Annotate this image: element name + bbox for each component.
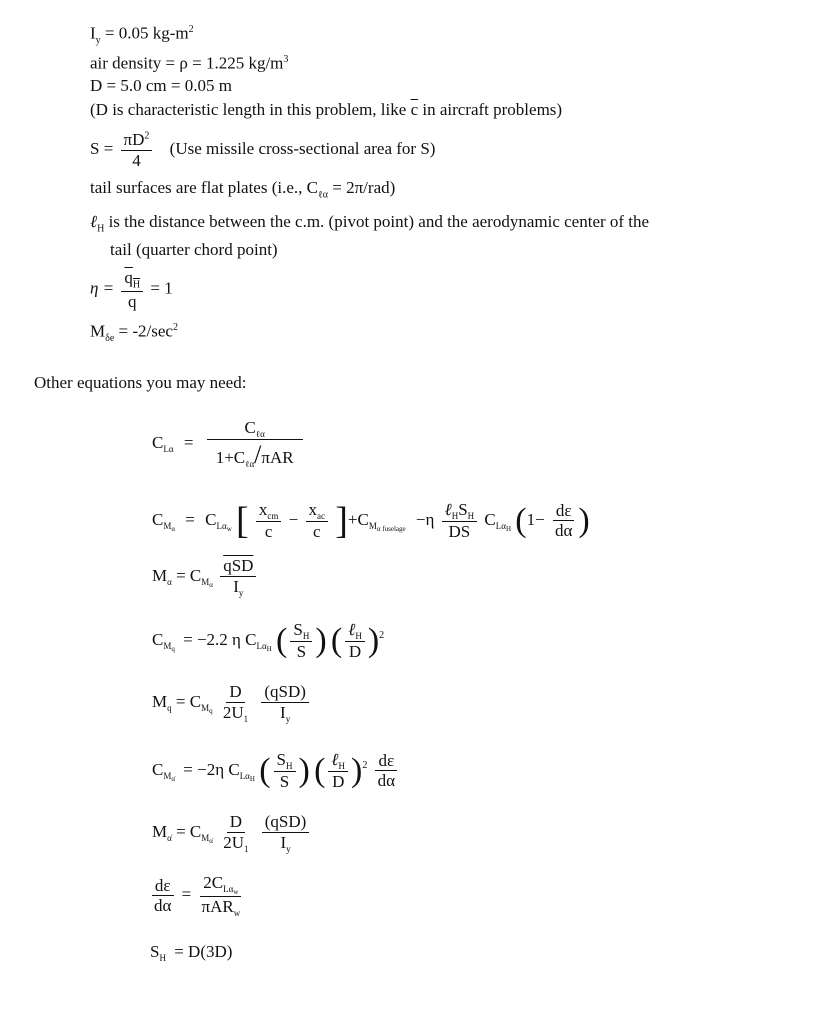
- section-heading: Other equations you may need:: [34, 373, 247, 392]
- given-lh-def-cont: tail (quarter chord point): [110, 240, 278, 259]
- given-iy: $I_y = 0.05$ $kg-m^2$: [90, 23, 194, 47]
- given-eta: η = $\frac{q_H}{q}$ = 1: [90, 268, 173, 311]
- given-s-formula: S = $\frac{\pi D^2}{4}$ (Use missile cross-sectional area for S): [90, 130, 436, 170]
- given-d-value: D = 5.0 cm = 0.05 m: [90, 76, 232, 95]
- given-tail-surfaces: tail surfaces are flat plates (i.e., $C_{\ell\alpha} = 2\pi/rad$): [90, 178, 396, 201]
- equation-tail-area: $S_H = D(3D)$: [150, 942, 233, 963]
- given-air-density: air density = ρ = 1.225 $kg/m^3$: [90, 53, 289, 73]
- equation-cm-q: $C_{Mq} = -2.2$ η $C_{L\alpha H}$ ( $\frac{S_H}{S}$ ) ( $\frac{\ell_H}{D}$ )$^2$: [152, 620, 385, 662]
- equation-cl-alpha: $C_{L\alpha}$ = $\frac{C_{\ell\alpha}}{1+C_{\ell\alpha}/\pi AR}$: [152, 418, 306, 470]
- given-lh-def: ℓ$_H$ is the distance between the c.m. (pivot point) and the aerodynamic center of the: [90, 212, 650, 235]
- equation-downwash-gradient: $\frac{d\varepsilon}{d\alpha}$ = $\frac{2C_{L\alpha w}}{\pi AR_w}$: [148, 873, 246, 918]
- equation-m-alpha: $M_\alpha = C_{M\alpha}$ $\frac{\overline{qSD}}{I_y}$: [152, 556, 259, 598]
- equation-m-alpha-dot: $M_{\alphȧ} = C_{M\alphȧ}$ $\frac{D}{2U_1}$ $\frac{\text{(qSD)}}{I_y}$: [152, 812, 312, 854]
- given-m-delta-e: $M_{\delta e} = -2/\sec^2$: [90, 321, 178, 345]
- equation-cm-alpha: $C_{M\alpha} = C_{L\alpha w}$ [ $\frac{x_{cm}}{c}$ − $\frac{x_{ac}}{c}$ ]$+C_{M\alpha fuselage} -\eta$ $\frac{\ell_HS_H}{DS}$ $C_{L\alpha H}$ (1− $\frac{d\varepsilon}{d\alpha}$ ): [152, 499, 590, 542]
- equation-cm-alpha-dot: $C_{M\alphȧ} = -2\eta$ $C_{L\alpha H}$ ( $\frac{S_H}{S}$ ) ( $\frac{\ell_H}{D}$ )$^2$ $\frac{d\varepsilon}{d\alpha}$: [152, 750, 401, 792]
- given-d-note: (D is characteristic length in this problem, like $\overline{c}$ in aircraft problems): [90, 100, 563, 119]
- equation-m-q: $M_q = C_{Mq}$ $\frac{D}{2U_1}$ $\frac{\text{(qSD)}}{I_y}$: [152, 682, 312, 724]
